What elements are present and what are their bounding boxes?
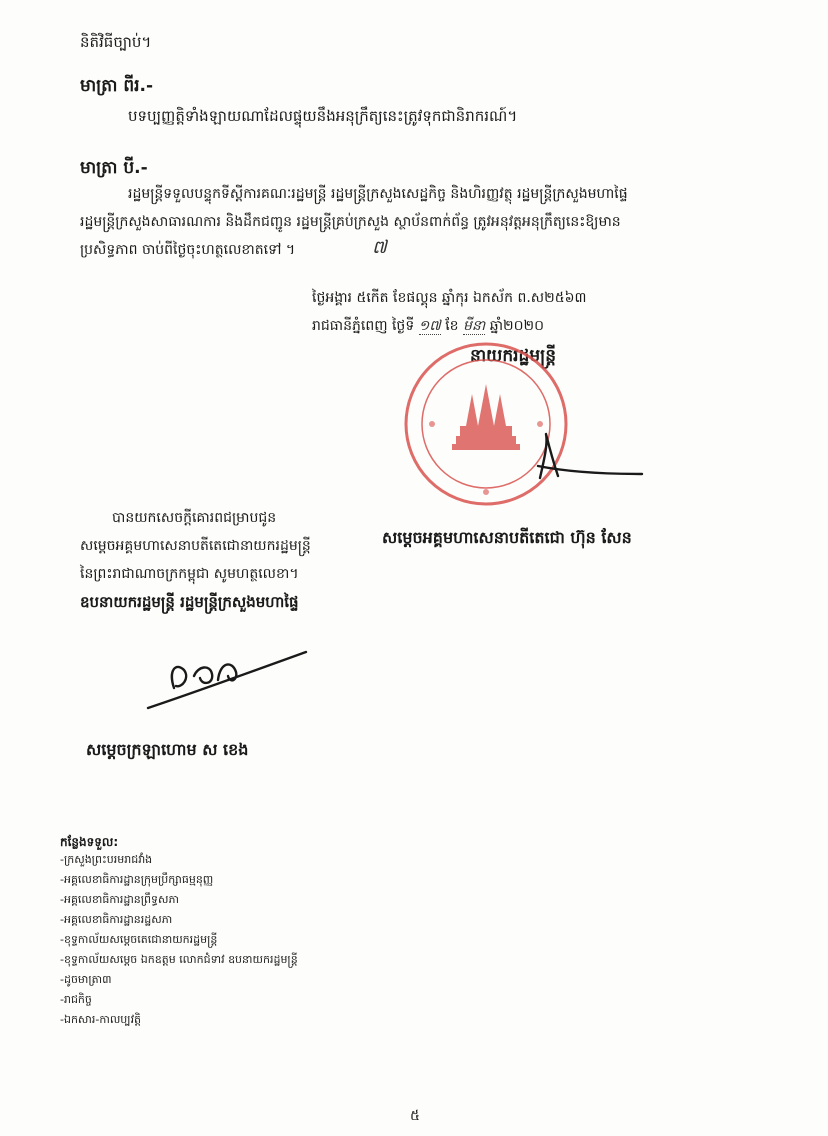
article-2-heading: មាត្រា ពីរ.-: [80, 76, 154, 96]
lunar-date: ថ្ងៃអង្គារ ៥កើត ខែផល្គុន ឆ្នាំកុរ ឯកស័ក ព.ស២៥៦៣: [312, 290, 587, 306]
pm-name: សម្ដេចអគ្គមហាសេនាបតីតេជោ ហ៊ុន សែន: [382, 528, 632, 547]
article-3-line-2: រដ្ឋមន្ត្រីក្រសួងសាធារណការ និងដឹកជញ្ជូន រដ្ឋមន្ត្រីគ្រប់ក្រសួង ស្ថាប័នពាក់ព័ន្ធ ត្រូវអនុវត្តអនុក្រឹត្យនេះឱ្យមាន: [80, 214, 621, 230]
recipient-item: -ខុទ្ទកាល័យសម្ដេច ឯកឧត្ដម លោកជំទាវ ឧបនាយករដ្ឋមន្ត្រី: [60, 953, 298, 966]
recipient-item: -ខុទ្ទកាល័យសម្ដេចតេជោនាយករដ្ឋមន្ត្រី: [60, 933, 218, 946]
recipient-item: -អគ្គលេខាធិការដ្ឋានព្រឹទ្ធសភា: [60, 893, 179, 906]
solar-date-month: មីនា: [463, 318, 486, 334]
page-number: ៥: [410, 1108, 420, 1124]
solar-date-prefix: រាជធានីភ្នំពេញ ថ្ងៃទី: [312, 318, 415, 334]
submission-line-1: បានយកសេចក្ដីគោរពជម្រាបជូន: [112, 510, 277, 526]
recipient-item: -រាជកិច្ច: [60, 993, 92, 1006]
recipients-title: កន្លែងទទួល:: [60, 835, 119, 849]
submission-line-2: សម្ដេចអគ្គមហាសេនាបតីតេជោនាយករដ្ឋមន្ត្រី: [80, 538, 311, 554]
pm-signature: [518, 430, 648, 490]
handwritten-day-mark: ៧: [372, 237, 387, 258]
recipient-item: -ដូចមាត្រា៣: [60, 973, 112, 986]
recipient-item: -អគ្គលេខាធិការដ្ឋានក្រុមប្រឹក្សាធម្មនុញ្ញ: [60, 873, 214, 886]
submission-line-3: នៃព្រះរាជាណាចក្រកម្ពុជា សូមហត្ថលេខា។: [80, 566, 299, 582]
article-2-text: បទប្បញ្ញត្តិទាំងឡាយណាដែលផ្ទុយនឹងអនុក្រឹត្យនេះត្រូវទុកជានិរាករណ៍។: [128, 107, 518, 125]
article-3-heading: មាត្រា បី.-: [80, 158, 148, 178]
article-3-line-3: ប្រសិទ្ធភាព ចាប់ពីថ្ងៃចុះហត្ថលេខាតទៅ ។: [80, 242, 296, 258]
recipient-item: -ឯកសារ-កាលប្បវត្តិ: [60, 1013, 142, 1026]
dpm-name: សម្ដេចក្រឡាហោម ស ខេង: [86, 740, 249, 759]
top-line: និតិវិធីច្បាប់។: [80, 33, 152, 51]
dpm-signature: [146, 640, 310, 710]
recipient-item: -អគ្គលេខាធិការដ្ឋានរដ្ឋសភា: [60, 913, 173, 926]
article-3-line-1: រដ្ឋមន្ត្រីទទួលបន្ទុកទីស្ដីការគណៈរដ្ឋមន្ត្រី រដ្ឋមន្ត្រីក្រសួងសេដ្ឋកិច្ច និងហិរញ្ញវត្ថុ រដ្ឋមន្ត្រីក្រសួងមហាផ្ទៃ: [128, 186, 628, 202]
solar-date-month-label: ខែ: [445, 318, 459, 334]
recipient-item: -ក្រសួងព្រះបរមរាជវាំង: [60, 853, 153, 866]
solar-date-day: ១៧: [418, 318, 441, 334]
dpm-title: ឧបនាយករដ្ឋមន្ត្រី រដ្ឋមន្ត្រីក្រសួងមហាផ្ទៃ: [80, 593, 299, 611]
pm-title: នាយករដ្ឋមន្ត្រី: [470, 346, 556, 366]
solar-date: [312, 316, 544, 336]
solar-date-year: ឆ្នាំ២០២០: [489, 318, 545, 334]
